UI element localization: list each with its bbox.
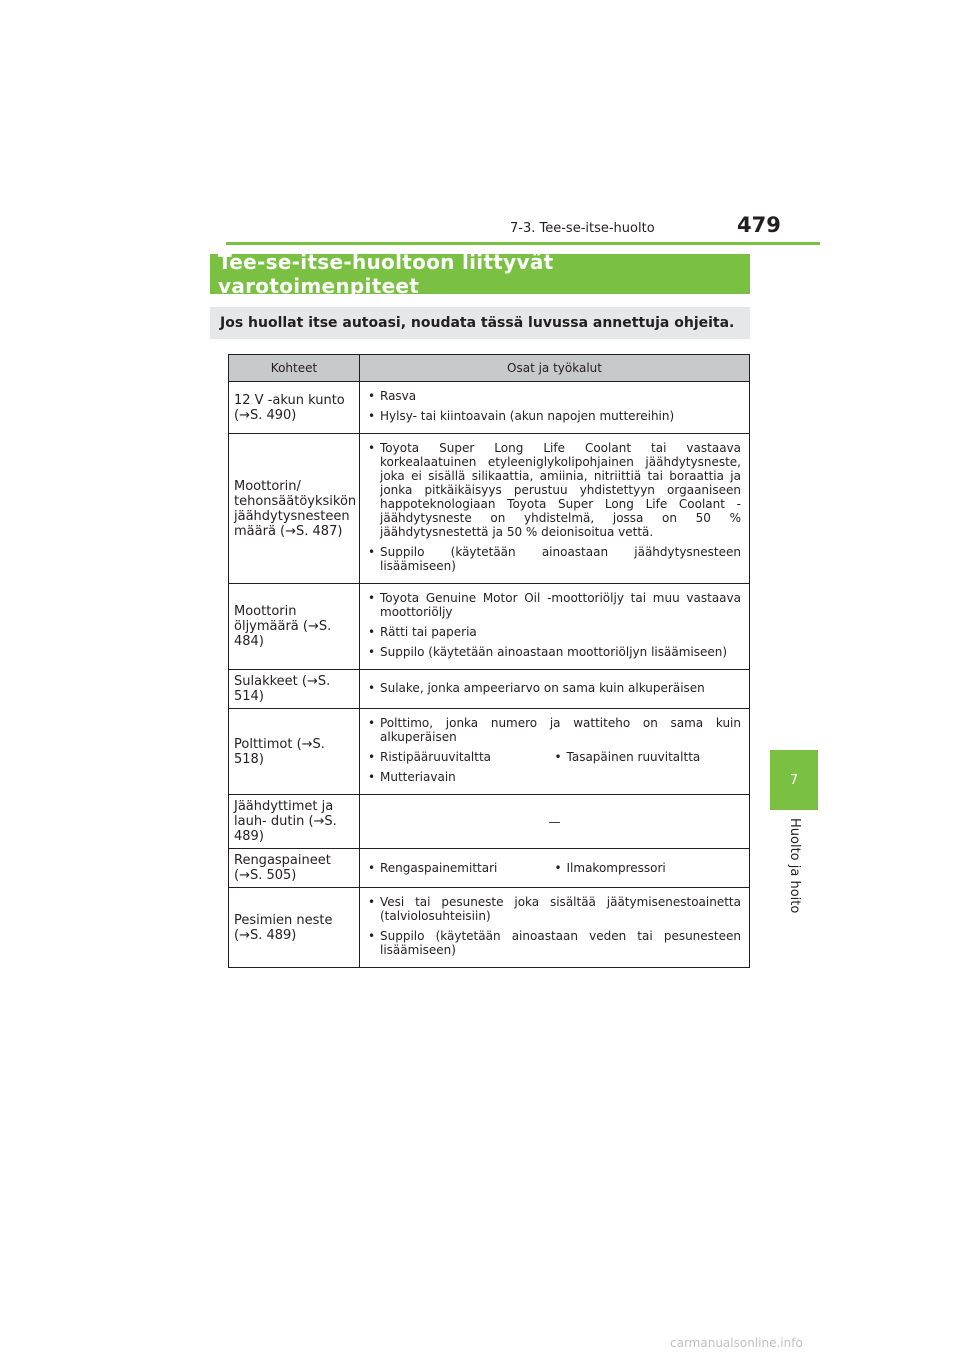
intro-text: Jos huollat itse autoasi, noudata tässä luvussa annettuja ohjeita. (210, 307, 750, 339)
tool-item: • Suppilo (käytetään ainoastaan jäähdytysnesteen lisäämiseen) (368, 545, 741, 573)
tool-item: • Hylsy- tai kiintoavain (akun napojen muttereihin) (368, 409, 741, 423)
tool-item: • Mutteriavain (368, 770, 741, 784)
table-row (229, 709, 750, 795)
tools-cell-empty: — (360, 795, 750, 849)
tools-cell (360, 382, 750, 434)
tools-cell (360, 709, 750, 795)
tools-table (228, 354, 750, 968)
table-row (229, 849, 750, 888)
column-header-tools: Osat ja työkalut (360, 355, 750, 382)
chapter-number: 7 (789, 772, 799, 788)
item-cell: Rengaspaineet (→S. 505) (229, 849, 360, 888)
tools-cell (360, 434, 750, 584)
item-cell: Sulakkeet (→S. 514) (229, 670, 360, 709)
tool-item: • Rätti tai paperia (368, 625, 741, 639)
item-cell: Jäähdyttimet ja lauh- dutin (→S. 489) (229, 795, 360, 849)
tool-item: • Toyota Super Long Life Coolant tai vastaava korkealaatuinen etyleeniglykolipohjainen jäähdytysneste, joka ei sisällä silikaattia, amiinia, nitriittiä tai boraattia ja jonka pitkäikäisyys perustuu yhdistettyyn orgaaniseen happoteknologiaan Toyota Super Long Life Coolant -jäähdytysneste on yhdistelmä, jossa on 50 % jäähdytysnestettä ja 50 % deionisoitua vettä. (368, 441, 741, 539)
page-title: Tee-se-itse-huoltoon liittyvät varotoimenpiteet (210, 254, 750, 294)
item-cell: Moottorin/ tehonsäätöyksikön jäähdytysnesteen määrä (→S. 487) (229, 434, 360, 584)
tool-item: • Polttimo, jonka numero ja wattiteho on sama kuin alkuperäisen (368, 716, 741, 744)
tools-cell (360, 670, 750, 709)
tool-pair (368, 750, 741, 764)
table-row (229, 584, 750, 670)
page-number: 479 (737, 213, 781, 237)
item-cell: Moottorin öljymäärä (→S. 484) (229, 584, 360, 670)
chapter-tab (770, 750, 818, 810)
tool-item: • Rengaspainemittari (368, 861, 555, 875)
tool-item: • Toyota Genuine Motor Oil -moottoriöljy tai muu vastaava moottoriöljy (368, 591, 741, 619)
item-cell: Polttimot (→S. 518) (229, 709, 360, 795)
tool-item: • Sulake, jonka ampeeriarvo on sama kuin alkuperäisen (368, 681, 741, 695)
tool-item: • Rasva (368, 389, 741, 403)
table-header-row (229, 355, 750, 382)
table-row (229, 795, 750, 849)
column-header-items: Kohteet (229, 355, 360, 382)
tool-item: • Suppilo (käytetään ainoastaan veden tai pesunesteen lisäämiseen) (368, 929, 741, 957)
watermark-footer: carmanualsonline.info (670, 1336, 803, 1350)
tool-item: • Ristipääruuvitaltta (368, 750, 555, 764)
section-title: 7-3. Tee-se-itse-huolto (510, 221, 655, 236)
table-row (229, 382, 750, 434)
tools-cell (360, 849, 750, 888)
tools-cell (360, 888, 750, 968)
header-divider (226, 242, 820, 245)
item-cell: 12 V -akun kunto (→S. 490) (229, 382, 360, 434)
tool-item: • Vesi tai pesuneste joka sisältää jäätymisenestoainetta (talviolosuhteisiin) (368, 895, 741, 923)
tool-item: • Suppilo (käytetään ainoastaan moottoriöljyn lisäämiseen) (368, 645, 741, 659)
table-row (229, 670, 750, 709)
item-cell: Pesimien neste (→S. 489) (229, 888, 360, 968)
table-row (229, 434, 750, 584)
tool-item: • Tasapäinen ruuvitaltta (555, 750, 742, 764)
tool-pair (368, 861, 741, 875)
tools-cell (360, 584, 750, 670)
tool-item: • Ilmakompressori (555, 861, 742, 875)
chapter-title: Huolto ja hoito (787, 818, 802, 914)
table-row (229, 888, 750, 968)
